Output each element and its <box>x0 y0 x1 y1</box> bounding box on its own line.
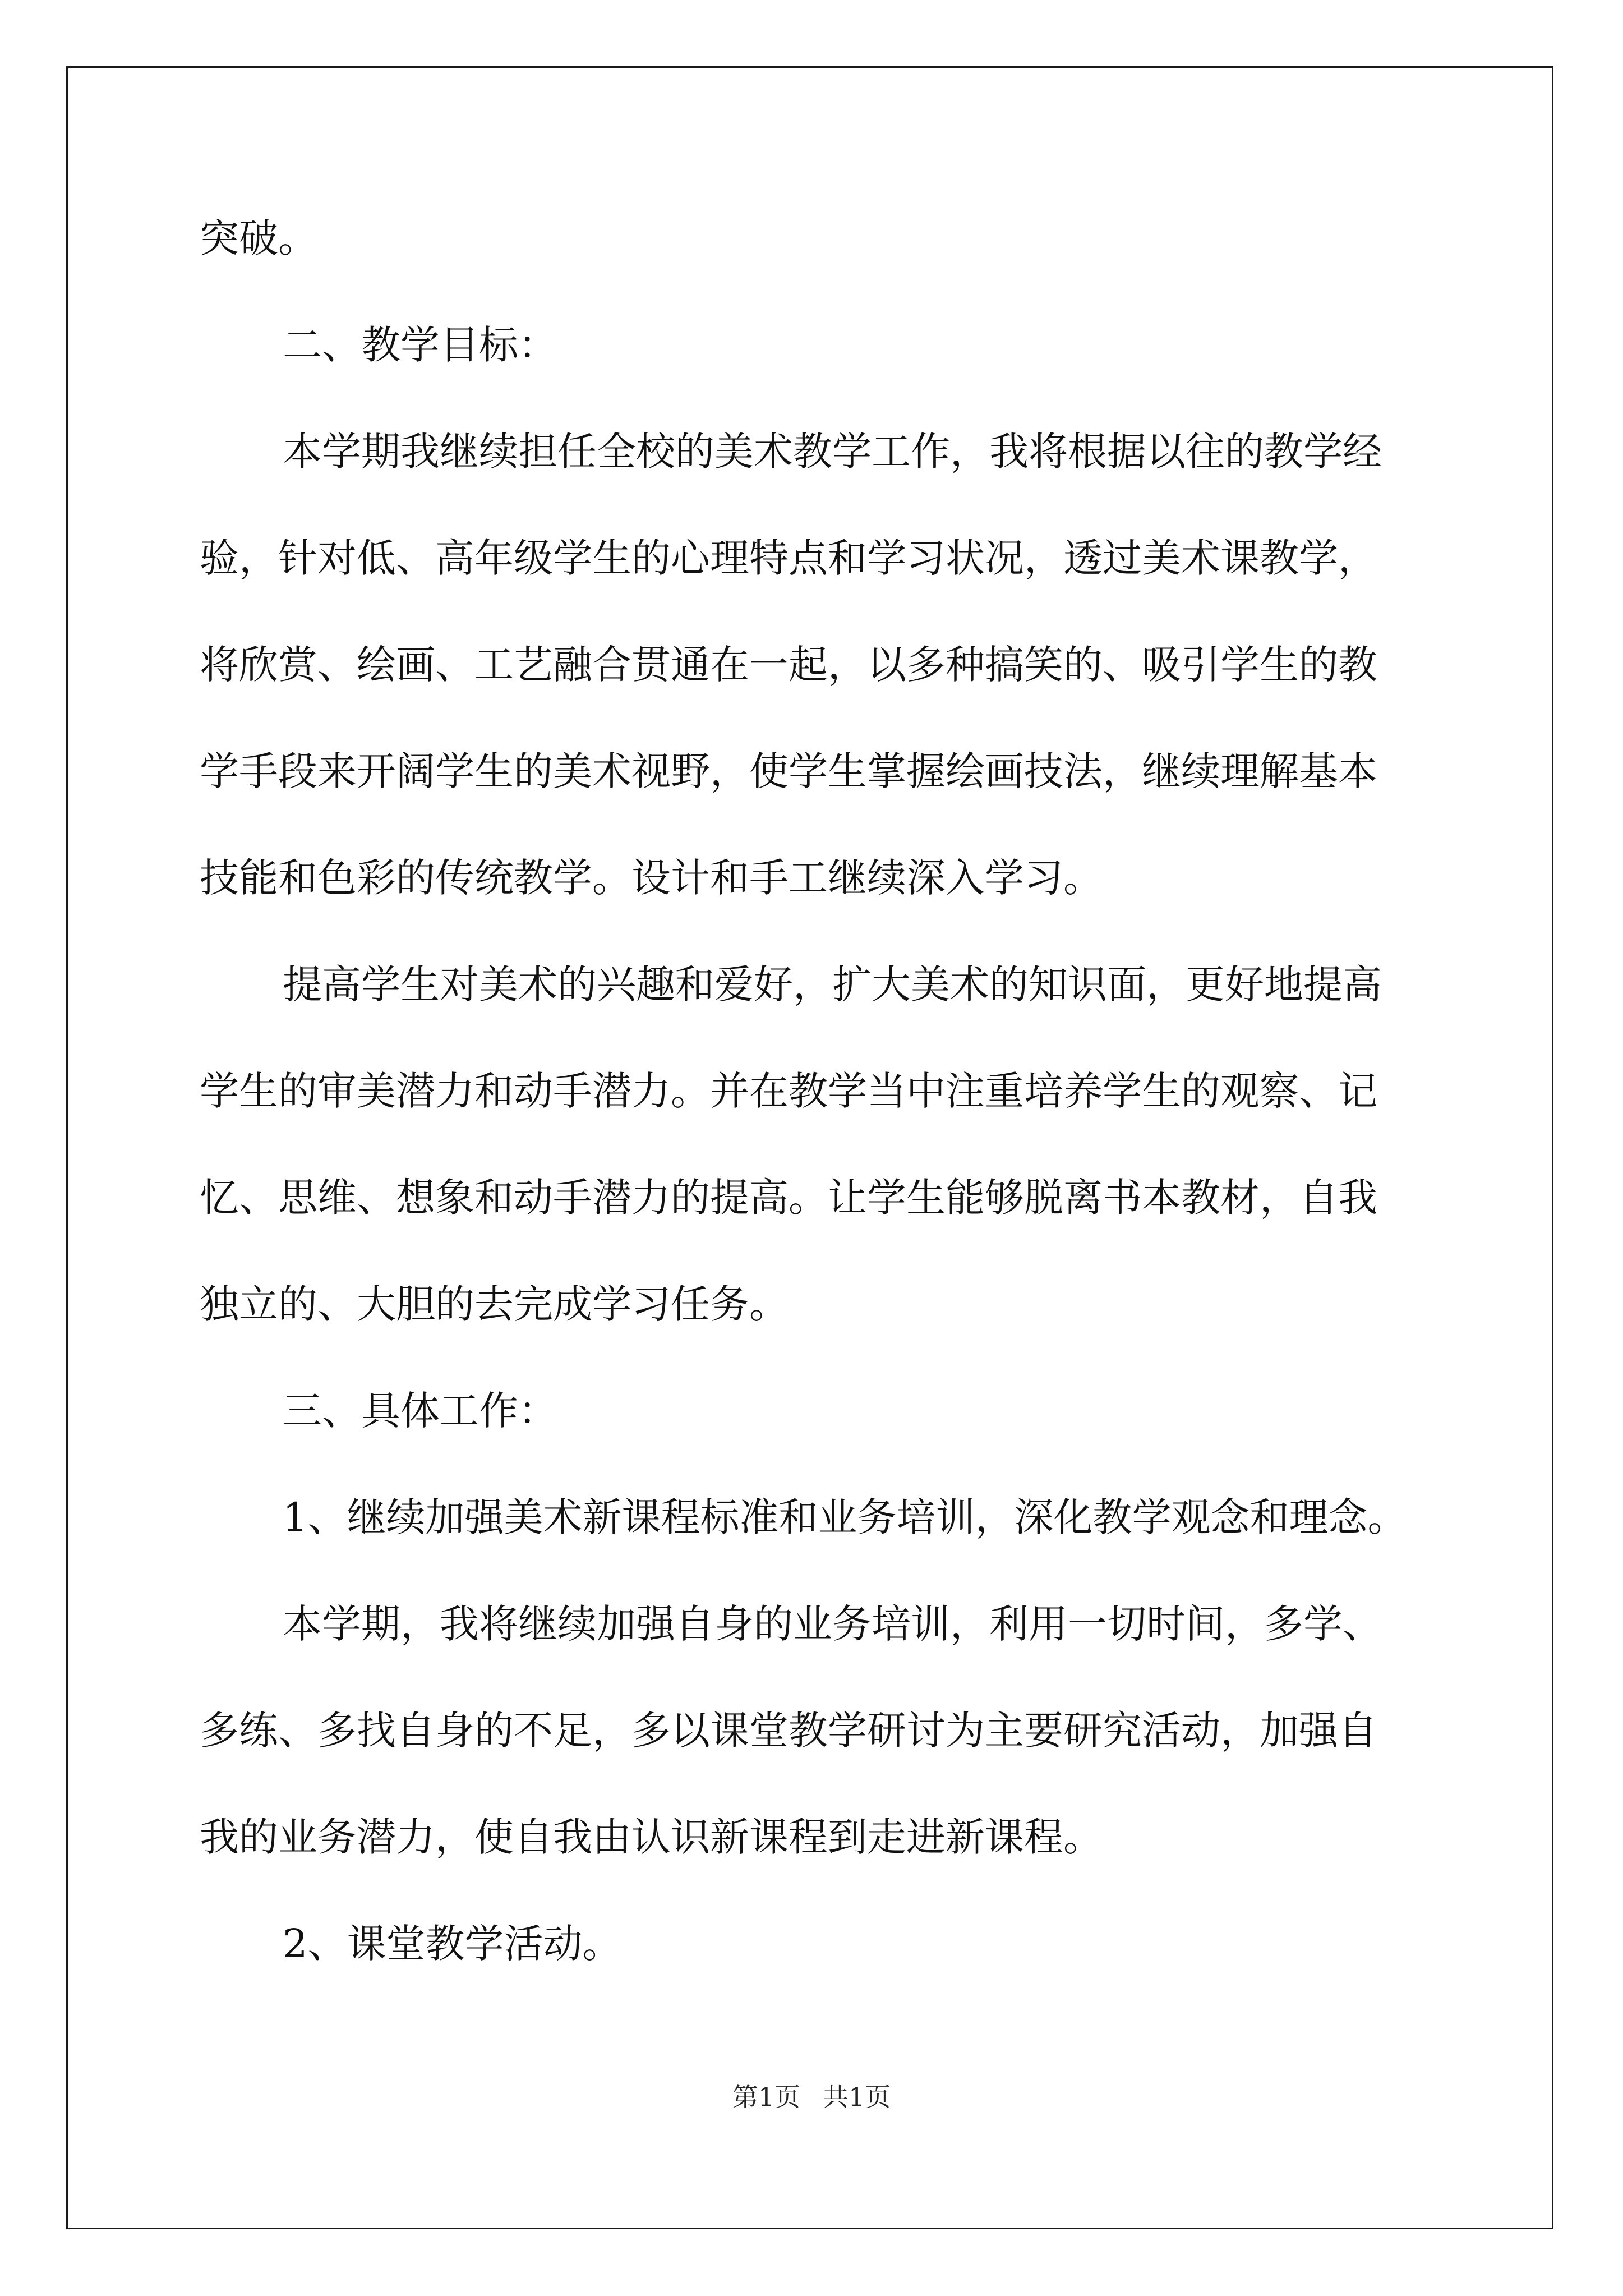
paragraph-line: 忆、思维、想象和动手潜力的提高。让学生能够脱离书本教材，自我 <box>200 1175 1377 1221</box>
section-heading: 二、教学目标： <box>283 322 557 368</box>
page-border <box>66 66 1553 2229</box>
paragraph-line: 多练、多找自身的不足，多以课堂教学研讨为主要研究活动，加强自 <box>200 1708 1377 1754</box>
paragraph-line: 学生的审美潜力和动手潜力。并在教学当中注重培养学生的观察、记 <box>200 1068 1377 1114</box>
list-item: 2、课堂教学活动。 <box>283 1921 622 1967</box>
paragraph-line: 我的业务潜力，使自我由认识新课程到走进新课程。 <box>200 1814 1103 1860</box>
page-number: 第1页 <box>732 2082 800 2112</box>
paragraph-line: 验，针对低、高年级学生的心理特点和学习状况，透过美术课教学， <box>200 535 1377 581</box>
paragraph-line: 提高学生对美术的兴趣和爱好，扩大美术的知识面，更好地提高 <box>283 961 1382 1007</box>
paragraph-line: 本学期，我将继续加强自身的业务培训，利用一切时间，多学、 <box>283 1601 1382 1647</box>
paragraph-line: 将欣赏、绘画、工艺融合贯通在一起，以多种搞笑的、吸引学生的教 <box>200 642 1377 688</box>
section-heading: 三、具体工作： <box>283 1388 557 1434</box>
page-footer <box>0 2080 1623 2114</box>
paragraph-line: 突破。 <box>200 215 317 261</box>
paragraph-line: 技能和色彩的传统教学。设计和手工继续深入学习。 <box>200 855 1103 901</box>
paragraph-line: 本学期我继续担任全校的美术教学工作，我将根据以往的教学经 <box>283 429 1382 475</box>
paragraph-line: 独立的、大胆的去完成学习任务。 <box>200 1281 789 1327</box>
page-count: 共1页 <box>823 2082 891 2112</box>
list-item: 1、继续加强美术新课程标准和业务培训，深化教学观念和理念。 <box>283 1494 1407 1540</box>
paragraph-line: 学手段来开阔学生的美术视野，使学生掌握绘画技法，继续理解基本 <box>200 748 1377 794</box>
